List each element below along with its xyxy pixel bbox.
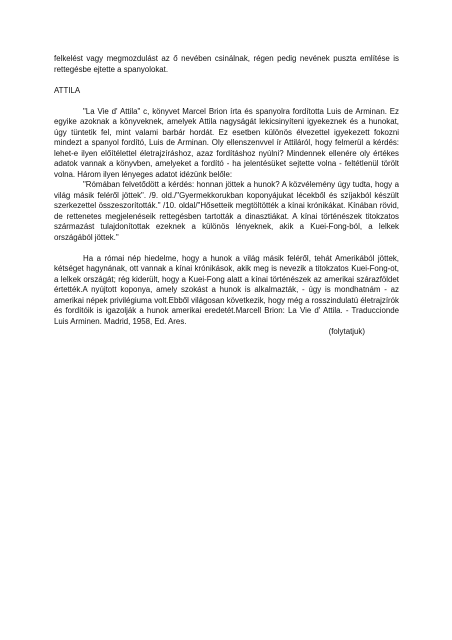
spacer xyxy=(54,243,399,254)
paragraph-book-review: "La Vie d' Attila" c, könyvet Marcel Brion írta és spanyolra fordította Luis de Arminan. Ez egyike azoknak a könyveknek, amelyek Attila nagyságát lekicsinyíteni igyekeznek és a hunokat, úgy tüntetik fel, mint valami barbár hordát. Ez esetben különös élvezettel igyekezett fokozni mindezt a spanyol fordító, Luis de Arminan. Oly ellenszenvvel ír Attiláról, hogy felmerül a kérdés: lehet-e ilyen előítélettel életrajzíráshoz, azaz fordításhoz nyúlni? Mindennek ellenére oly értékes adatok vannak a könyvben, amelyeket a fordító - ha jelentésüket sejtette volna - feltétlenül törölt volna. Három ilyen lényeges adatot idézünk belőle: xyxy=(54,106,399,179)
paragraph-conclusion: Ha a római nép hiedelme, hogy a hunok a világ másik feléről, tehát Amerikából jöttek, kétséget hagynának, ott vannak a kínai krónikások, akik meg is nevezik a titokzatos Kuei-Fong-ot, a lelkek országát; rég kiderült, hogy a Kuei-Fong alatt a kínai történészek az amerikai szárazföldet értették.A nyújtott koponya, amely szokást a hunok is alkalmazták, - úgy is mondhatnám - az amerikai népek privilégiuma volt.Ebből világosan következik, hogy még a rosszindulatú életrajzírók és fordítóik is igazolják a hunok amerikai eredetét.Marcell Brion: La Vie d' Attila. - Traduccionde Luis Arminen. Madrid, 1958, Ed. Ares. xyxy=(54,253,399,326)
section-heading: ATTILA xyxy=(54,85,81,95)
paragraph-quotations: "Rómában felvetődött a kérdés: honnan jöttek a hunok? A közvélemény úgy tudta, hogy a világ másik feléről jöttek". /9. old./"Gyermekkorukban koponyájukat lécekből és szíjakból készült szerkezettel összeszorították." /10. oldal/"Hősetteik megtöltötték a kínai krónikákat. Kínában rövid, de rettenetes megjelenéseik rettegésben tartották a dinasztiákat. A kínai történészek titokzatos származást tulajdonítottak ezeknek a különös lényeknek, akik a Kuei-Fong-ból, a lelkek országából jöttek." xyxy=(54,180,399,242)
document-body xyxy=(54,54,399,338)
spacer xyxy=(54,96,399,107)
intro-paragraph: felkelést vagy megmozdulást az ő nevében csinálnak, régen pedig nevének puszta említése is rettegésbe ejtette a spanyolokat. xyxy=(54,54,399,74)
to-be-continued-note: (folytatjuk) xyxy=(328,327,365,336)
spacer xyxy=(54,75,399,86)
